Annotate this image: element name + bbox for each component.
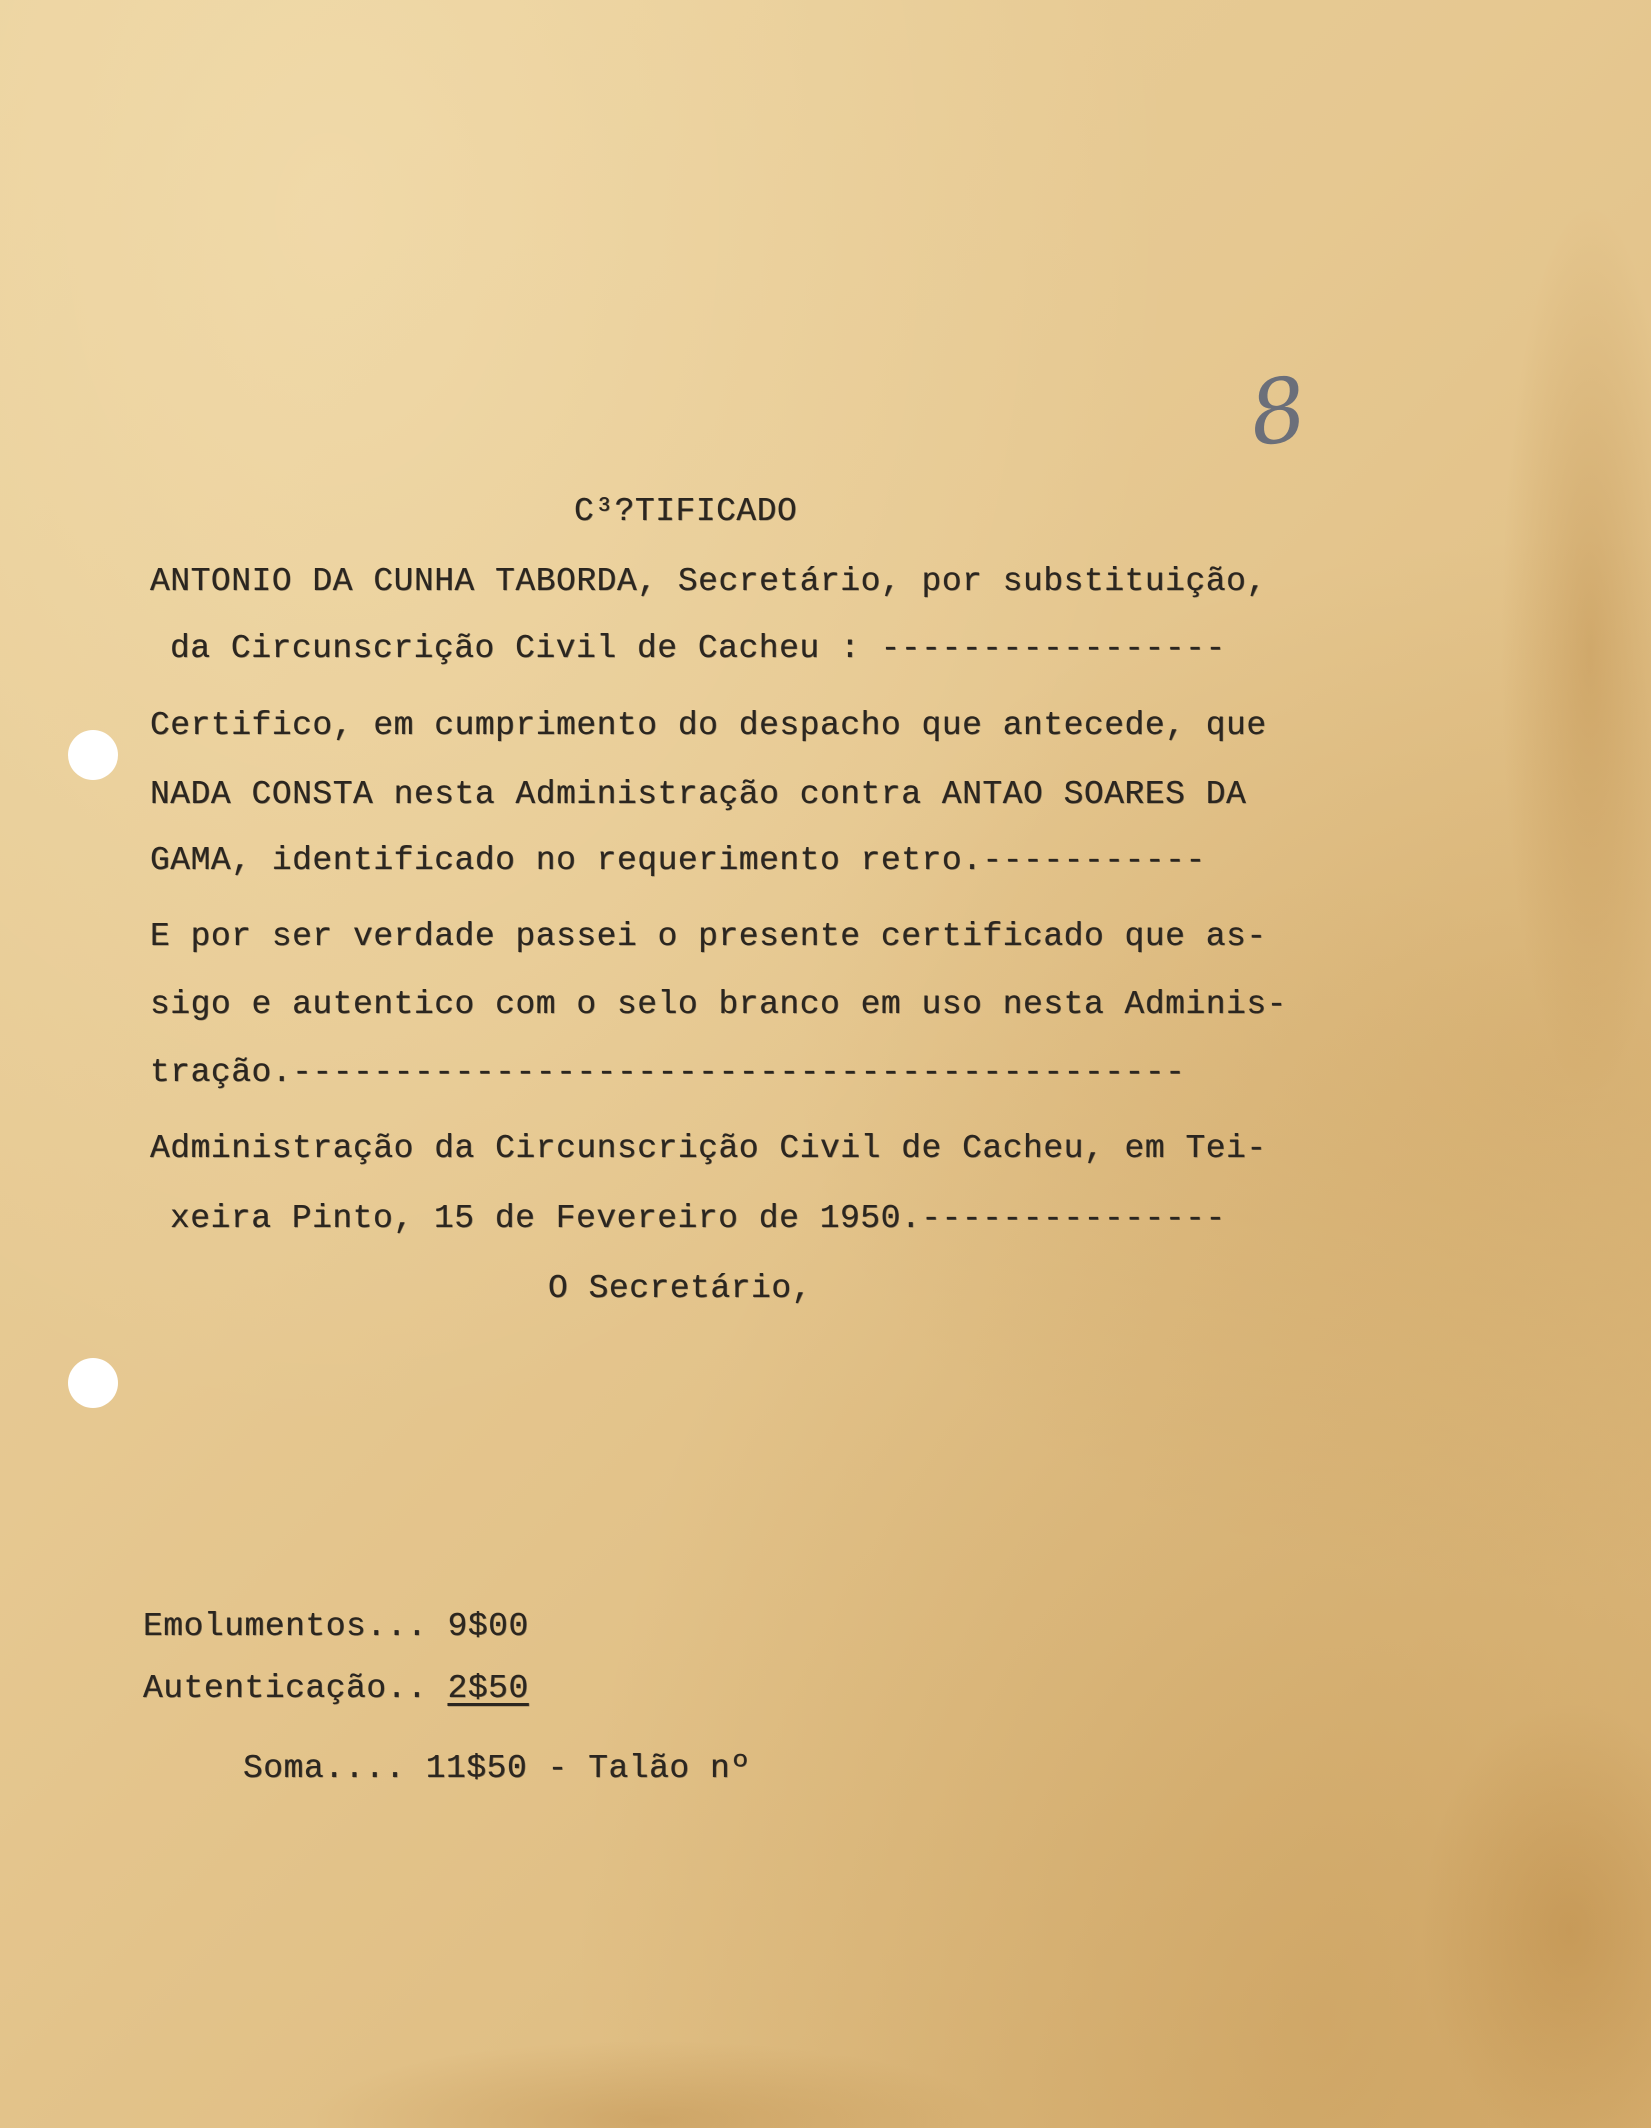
paper-stain	[1420, 1700, 1651, 2128]
paper-stain	[300, 2040, 1000, 2128]
autenticacao-value: 2$50	[447, 1670, 529, 1707]
body-line-2: da Circunscrição Civil de Cacheu : -----------------	[170, 630, 1226, 667]
soma-row	[243, 1750, 751, 1787]
autenticacao-row	[143, 1670, 529, 1707]
body-line-10: xeira Pinto, 15 de Fevereiro de 1950.---------------	[170, 1200, 1226, 1237]
page-number-mark: 8	[1243, 356, 1313, 467]
body-line-7: sigo e autentico com o selo branco em uso nesta Adminis-	[150, 986, 1287, 1023]
body-line-9: Administração da Circunscrição Civil de Cacheu, em Tei-	[150, 1130, 1267, 1167]
document-title: C³?TIFICADO	[574, 493, 798, 530]
emolumentos-value: 9$00	[447, 1608, 529, 1645]
body-line-1: ANTONIO DA CUNHA TABORDA, Secretário, por substituição,	[150, 563, 1267, 600]
body-line-8: tração.--------------------------------------------	[150, 1054, 1186, 1091]
autenticacao-label: Autenticação..	[143, 1670, 428, 1707]
punch-hole	[68, 730, 118, 780]
talao-label: - Talão nº	[547, 1750, 751, 1787]
paper-stain	[1500, 200, 1651, 1100]
body-line-5: GAMA, identificado no requerimento retro.-----------	[150, 842, 1206, 879]
signature-line: O Secretário,	[548, 1270, 812, 1307]
body-line-6: E por ser verdade passei o presente certificado que as-	[150, 918, 1267, 955]
soma-value: 11$50	[425, 1750, 528, 1787]
emolumentos-label: Emolumentos...	[143, 1608, 428, 1645]
body-line-4: NADA CONSTA nesta Administração contra ANTAO SOARES DA	[150, 776, 1247, 813]
punch-hole	[68, 1358, 118, 1408]
soma-label: Soma....	[243, 1750, 406, 1787]
body-line-3: Certifico, em cumprimento do despacho que antecede, que	[150, 707, 1267, 744]
emolumentos-row	[143, 1608, 529, 1645]
